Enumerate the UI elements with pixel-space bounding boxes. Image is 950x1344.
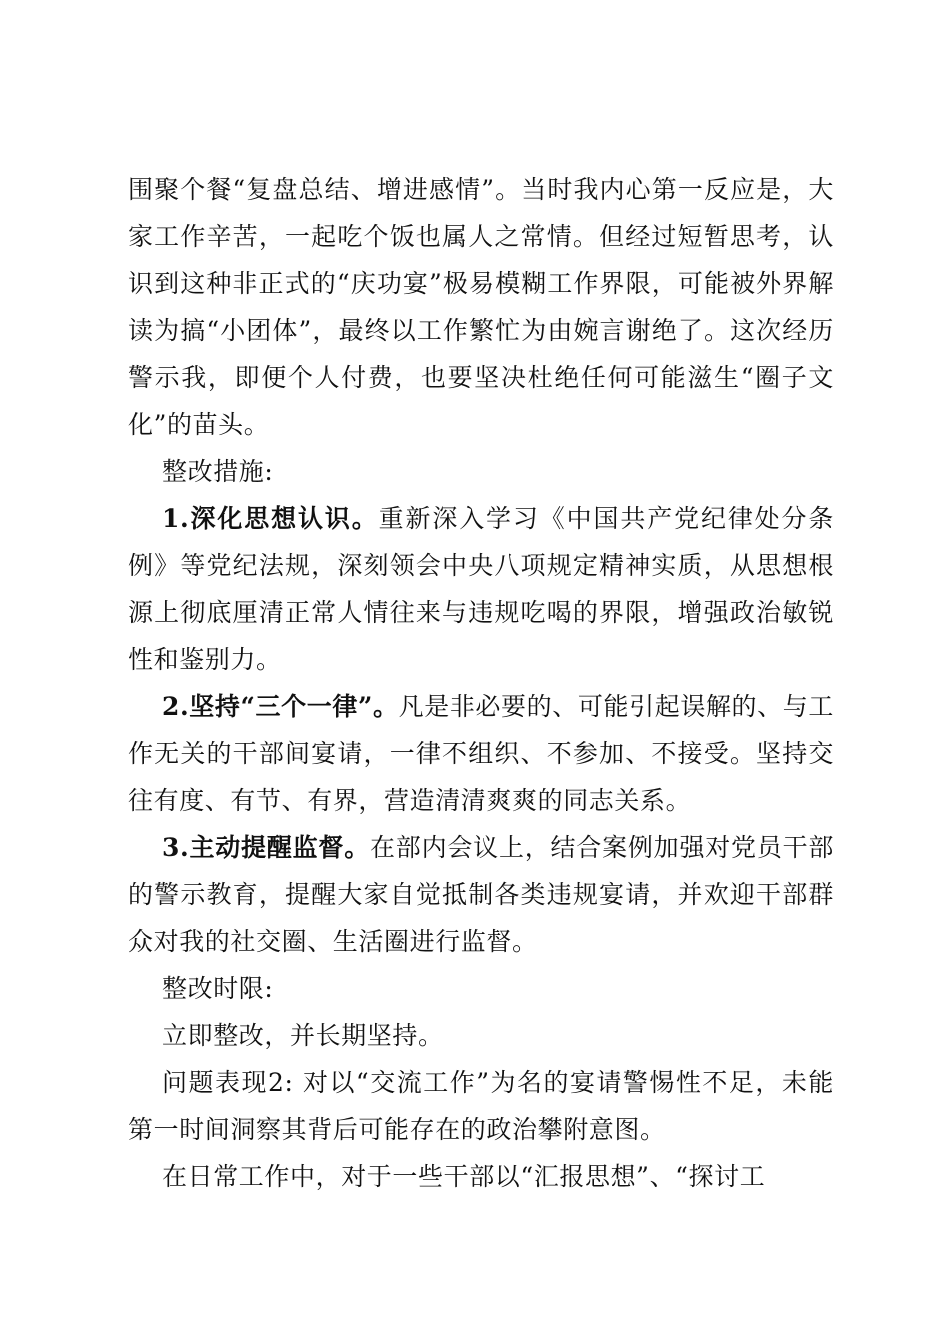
paragraph-text: 整改时限:	[162, 974, 274, 1003]
heading-rectification-measures	[128, 448, 834, 495]
measure-lead: 3.主动提醒监督。	[162, 833, 370, 862]
heading-rectification-deadline	[128, 965, 834, 1012]
document-body	[128, 166, 834, 1200]
paragraph-text: 立即整改，并长期坚持。	[162, 1021, 444, 1050]
measure-item-3	[128, 824, 834, 965]
paragraph-story	[128, 166, 834, 448]
measure-item-2	[128, 683, 834, 824]
paragraph-text: 围聚个餐“复盘总结、增进感情”。当时我内心第一反应是，大家工作辛苦，一起吃个饭也属人之常情。但经过短暂思考，认识到这种非正式的“庆功宴”极易模糊工作界限，可能被外界解读为搞“小团体”，最终以工作繁忙为由婉言谢绝了。这次经历警示我，即便个人付费，也要坚决杜绝任何可能滋生“圈子文化”的苗头。	[128, 175, 834, 439]
deadline-text	[128, 1012, 834, 1059]
measure-text: 重新深入学习《中国共产党纪律处分条例》等党纪法规，深刻领会中央八项规定精神实质，从思想根源上彻底厘清正常人情往来与违规吃喝的界限，增强政治敏锐性和鉴别力。	[128, 504, 835, 674]
paragraph-text: 整改措施:	[162, 457, 274, 486]
measure-lead: 2.坚持“三个一律”。	[162, 692, 399, 721]
paragraph-continuation	[128, 1153, 834, 1200]
paragraph-text: 在日常工作中，对于一些干部以“汇报思想”、“探讨工	[162, 1162, 766, 1191]
measure-lead: 1.深化思想认识。	[162, 504, 379, 533]
measure-text: 凡是非必要的、可能引起误解的、与工作无关的干部间宴请，一律不组织、不参加、不接受。坚持交往有度、有节、有界，营造清清爽爽的同志关系。	[128, 692, 834, 815]
problem-statement-2	[128, 1059, 834, 1153]
measure-item-1	[128, 495, 834, 683]
measure-text: 在部内会议上，结合案例加强对党员干部的警示教育，提醒大家自觉抵制各类违规宴请，并欢迎干部群众对我的社交圈、生活圈进行监督。	[128, 833, 834, 956]
paragraph-text: 问题表现2: 对以“交流工作”为名的宴请警惕性不足，未能第一时间洞察其背后可能存在的政治攀附意图。	[128, 1068, 834, 1144]
